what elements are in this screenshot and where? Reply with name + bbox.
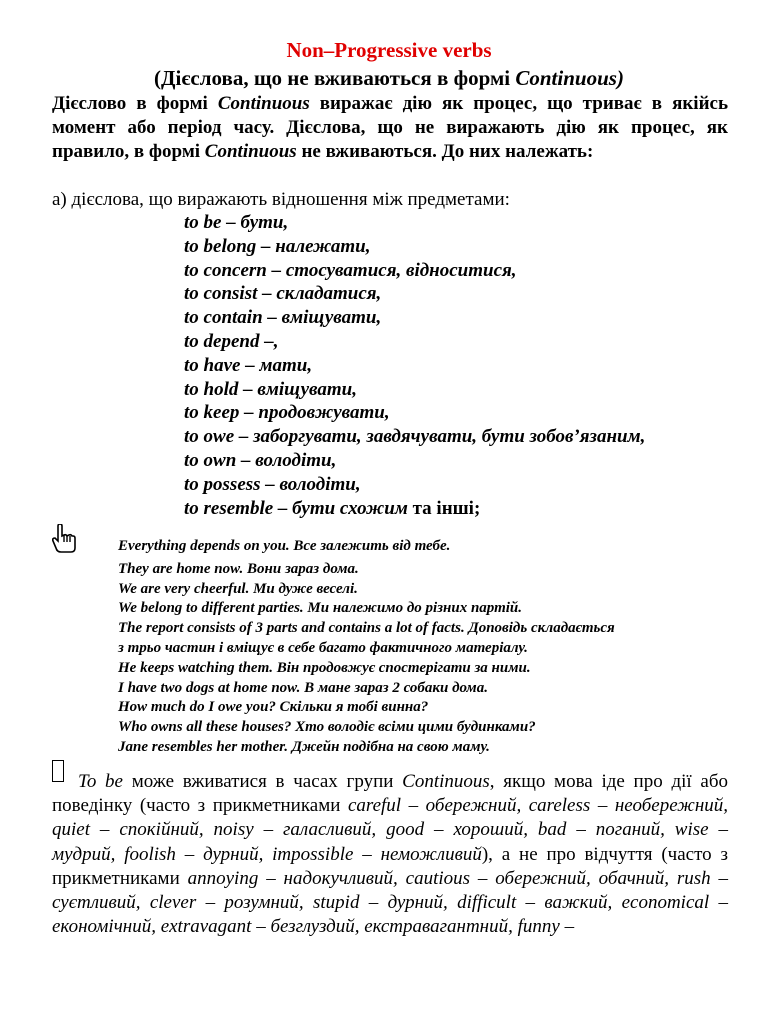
example-item: The report consists of 3 parts and contains a lot of facts. Доповідь складається xyxy=(118,620,615,637)
page-subtitle xyxy=(0,66,768,91)
example-item: We belong to different parties. Ми належимо до різних партій. xyxy=(118,600,523,617)
verb-item: to contain – вміщувати, xyxy=(184,307,382,329)
verb-item: to consist – складатися, xyxy=(184,283,382,305)
verb-item: to concern – стосуватися, відноситися, xyxy=(184,259,517,281)
subtitle-text: (Дієслова, що не вживаються в формі xyxy=(154,66,516,90)
section-a-heading: а) дієслова, що виражають відношення між предметами: xyxy=(52,189,510,210)
example-item: Who owns all these houses? Хто володіє всіми цими будинками? xyxy=(118,719,536,736)
example-list xyxy=(118,537,738,758)
intro-italic-1: Continuous xyxy=(217,93,310,114)
verb-item: to be – бути, xyxy=(184,212,289,233)
verb-list-tail: та інші; xyxy=(407,497,481,519)
verb-item: to owe – заборгувати, завдячувати, бути зобов’язаним, xyxy=(184,426,646,448)
verb-item: to possess – володіти, xyxy=(184,473,361,495)
intro-paragraph xyxy=(52,92,728,164)
verb-item: to resemble – бути схожим та інші; xyxy=(184,497,481,519)
page-title: Non–Progressive verbs xyxy=(286,38,492,62)
subtitle-italic: Continuous) xyxy=(515,66,624,90)
note-seg: annoying – надокучливий, cautious – обережний, обачний, rush – суєтливий, clever – розумний, stupid – дурний, difficult – важкий, economical – економічний, extravagant – безглуздий, екстравагантний, funny – xyxy=(52,867,728,938)
note-paragraph xyxy=(52,770,728,939)
note-seg: ), а не про відчуття (часто з прикметниками xyxy=(52,843,728,889)
verb-item: to have – мати, xyxy=(184,354,313,376)
example-item: They are home now. Вони зараз дома. xyxy=(118,560,359,577)
verb-item: to belong – належати, xyxy=(184,235,371,257)
pointing-hand-icon xyxy=(52,524,76,554)
note-seg: , якщо мова іде про дії або поведінку (часто з прикметниками xyxy=(52,771,728,817)
note-seg: careful – обережний, careless – необережний, quiet – спокійний, noisy – галасливий, good – хороший, bad – поганий, wise – мудрий, foolish – дурний, impossible – неможливий xyxy=(52,795,729,865)
intro-part-2: виражає дію як процес, що триває в якійсь момент або період часу. Дієслова, що не виражають дію як процес, як правило, в формі xyxy=(52,93,728,162)
verb-item: to own – володіти, xyxy=(184,449,337,471)
example-item: Jane resembles her mother. Джейн подібна на свою маму. xyxy=(118,738,490,755)
note-seg: може вживатися в часах групи xyxy=(122,771,403,792)
example-item: We are very cheerful. Ми дуже веселі. xyxy=(118,580,358,597)
example-item: How much do I owe you? Скільки я тобі винна? xyxy=(118,699,429,716)
intro-part-1: Дієслово в формі xyxy=(52,93,218,114)
intro-italic-2: Continuous xyxy=(204,141,297,162)
example-item: I have two dogs at home now. В мане зараз 2 собаки дома. xyxy=(118,679,488,696)
intro-part-3: не вживаються. До них належать: xyxy=(296,141,594,162)
note-seg: To be xyxy=(78,771,123,792)
verb-item: to hold – вміщувати, xyxy=(184,378,357,400)
example-item: з трьо частин і вміщує в себе багато фактичного матеріалу. xyxy=(118,639,528,656)
verb-item: to depend –, xyxy=(184,330,279,352)
note-seg: Continuous xyxy=(402,771,490,792)
example-item: He keeps watching them. Він продовжує спостерігати за ними. xyxy=(118,659,531,676)
verb-list xyxy=(184,211,645,520)
example-item: Everything depends on you. Все залежить від тебе. xyxy=(118,538,451,554)
verb-item: to keep – продовжувати, xyxy=(184,402,390,424)
